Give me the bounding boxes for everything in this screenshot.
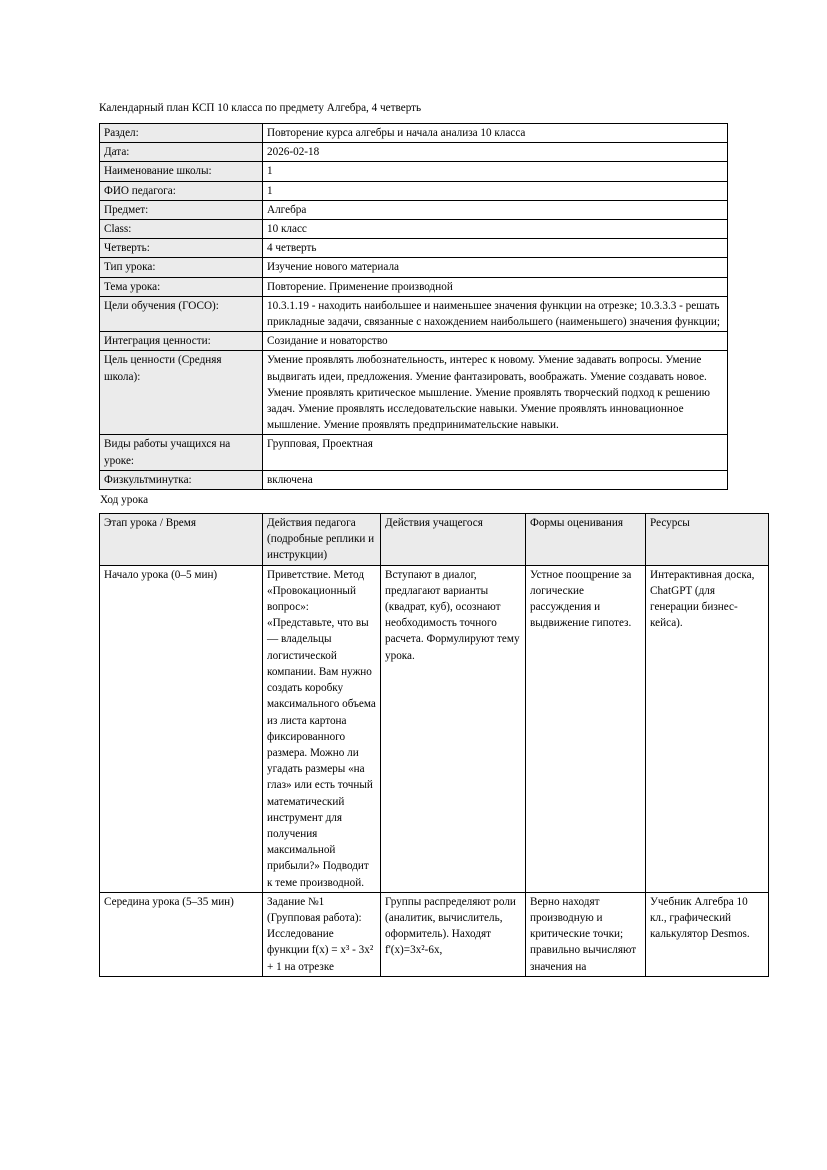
info-label-physical-minute: Физкультминутка: <box>100 470 263 489</box>
info-label-work-types: Виды работы учащихся на уроке: <box>100 435 263 470</box>
table-row <box>100 332 728 351</box>
cell-assessment-start: Устное поощрение за логические рассуждения и выдвижение гипотез. <box>526 565 646 892</box>
table-row <box>100 220 728 239</box>
info-value-subject: Алгебра <box>263 200 728 219</box>
page-bottom-margin <box>0 1066 827 1170</box>
info-value-date: 2026-02-18 <box>263 143 728 162</box>
column-header-student-actions: Действия учащегося <box>381 514 526 566</box>
info-value-lesson-type: Изучение нового материала <box>263 258 728 277</box>
info-label-date: Дата: <box>100 143 263 162</box>
info-label-value-integration: Интеграция ценности: <box>100 332 263 351</box>
cell-stage-start: Начало урока (0–5 мин) <box>100 565 263 892</box>
column-header-teacher-actions: Действия педагога (подробные реплики и инструкции) <box>263 514 381 566</box>
lesson-info-table <box>99 123 728 490</box>
info-label-learning-objectives: Цели обучения (ГОСО): <box>100 296 263 331</box>
cell-assessment-middle: Верно находят производную и критические точки; правильно вычисляют значения на <box>526 892 646 976</box>
info-label-value-goal: Цель ценности (Средняя школа): <box>100 351 263 435</box>
table-row <box>100 277 728 296</box>
table-row <box>100 181 728 200</box>
table-row <box>100 200 728 219</box>
cell-resources-middle: Учебник Алгебра 10 кл., графический калькулятор Desmos. <box>646 892 769 976</box>
info-value-value-integration: Созидание и новаторство <box>263 332 728 351</box>
table-row <box>100 351 728 435</box>
section-caption-lesson-flow: Ход урока <box>100 494 149 507</box>
table-row <box>100 470 728 489</box>
lesson-info-table-body <box>100 124 728 490</box>
lesson-flow-table-body <box>100 565 769 976</box>
info-value-value-goal: Умение проявлять любознательность, интерес к новому. Умение задавать вопросы. Умение выдвигать идеи, предложения. Умение фантазировать, воображать. Умение создавать новое. Умение проявлять критическое мышление. Умение проявлять творческий подход к решению задач. Умение проявлять исследовательские навыки. Умение проявлять инновационное мышление. Умение проявлять предпринимательские навыки. <box>263 351 728 435</box>
cell-stage-middle: Середина урока (5–35 мин) <box>100 892 263 976</box>
table-row <box>100 124 728 143</box>
column-header-assessment-forms: Формы оценивания <box>526 514 646 566</box>
table-row <box>100 239 728 258</box>
info-label-school: Наименование школы: <box>100 162 263 181</box>
info-value-razdel: Повторение курса алгебры и начала анализа 10 класса <box>263 124 728 143</box>
info-label-razdel: Раздел: <box>100 124 263 143</box>
table-row <box>100 435 728 470</box>
info-label-lesson-type: Тип урока: <box>100 258 263 277</box>
info-label-quarter: Четверть: <box>100 239 263 258</box>
table-header-row <box>100 514 769 566</box>
info-label-teacher: ФИО педагога: <box>100 181 263 200</box>
cell-resources-start: Интерактивная доска, ChatGPT (для генерации бизнес-кейса). <box>646 565 769 892</box>
column-header-stage: Этап урока / Время <box>100 514 263 566</box>
table-row <box>100 296 728 331</box>
info-value-lesson-topic: Повторение. Применение производной <box>263 277 728 296</box>
page-title: Календарный план КСП 10 класса по предмету Алгебра, 4 четверть <box>99 102 422 114</box>
info-value-class: 10 класс <box>263 220 728 239</box>
cell-student-actions-middle: Группы распределяют роли (аналитик, вычислитель, оформитель). Находят f'(x)=3x²-6x, <box>381 892 526 976</box>
info-label-class: Class: <box>100 220 263 239</box>
info-value-quarter: 4 четверть <box>263 239 728 258</box>
info-value-work-types: Групповая, Проектная <box>263 435 728 470</box>
cell-teacher-actions-middle: Задание №1 (Групповая работа): Исследование функции f(x) = x³ - 3x² + 1 на отрезке <box>263 892 381 976</box>
info-value-school: 1 <box>263 162 728 181</box>
table-row <box>100 162 728 181</box>
cell-student-actions-start: Вступают в диалог, предлагают варианты (квадрат, куб), осознают необходимость точного расчета. Формулируют тему урока. <box>381 565 526 892</box>
lesson-flow-table <box>99 513 769 977</box>
table-row <box>100 892 769 976</box>
table-row <box>100 143 728 162</box>
cell-teacher-actions-start: Приветствие. Метод «Провокационный вопрос»: «Представьте, что вы — владельцы логистической компании. Вам нужно создать коробку максимального объема из листа картона фиксированного размера. Можно ли угадать размеры «на глаз» или есть точный математический инструмент для получения максимальной прибыли?» Подводит к теме производной. <box>263 565 381 892</box>
info-value-teacher: 1 <box>263 181 728 200</box>
info-label-lesson-topic: Тема урока: <box>100 277 263 296</box>
info-value-physical-minute: включена <box>263 470 728 489</box>
column-header-resources: Ресурсы <box>646 514 769 566</box>
info-value-learning-objectives: 10.3.1.19 - находить наибольшее и наименьшее значения функции на отрезке; 10.3.3.3 - решать прикладные задачи, связанные с нахождением наибольшего (наименьшего) значения функции; <box>263 296 728 331</box>
table-row <box>100 565 769 892</box>
info-label-subject: Предмет: <box>100 200 263 219</box>
table-row <box>100 258 728 277</box>
lesson-flow-table-head <box>100 514 769 566</box>
